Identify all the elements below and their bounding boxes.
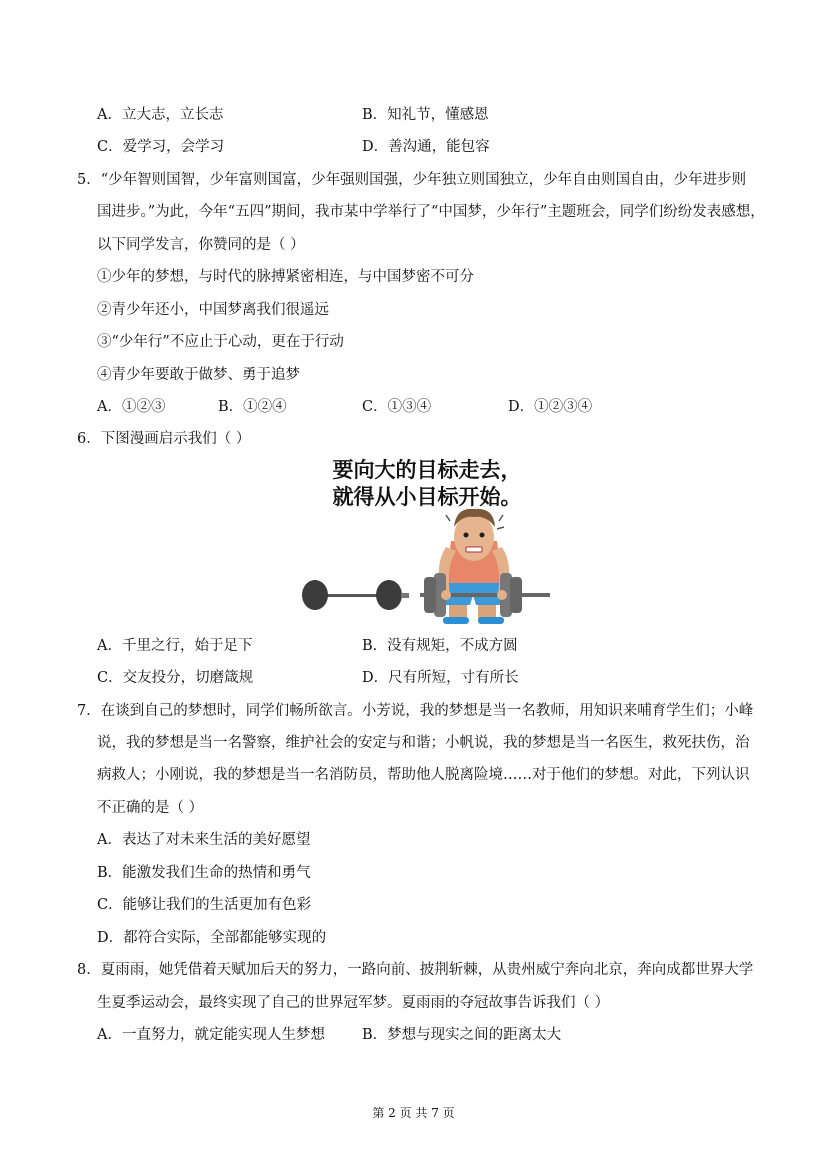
q5-option-c: C．①③④: [362, 399, 432, 415]
q7-stem-line-2: 说，我的梦想是当一名警察，维护社会的安定与和谐；小帆说，我的梦想是当一名医生，救死扶伤，治: [97, 735, 750, 751]
q6-option-d: D．尺有所短，寸有所长: [362, 670, 519, 686]
q6-stem: 6．下图漫画启示我们（ ）: [77, 431, 251, 447]
q8-option-a: A．一直努力，就定能实现人生梦想: [97, 1027, 325, 1043]
cartoon-illustration: [296, 455, 558, 627]
page-footer: 第 2 页 共 7 页: [372, 1106, 455, 1120]
q7-stem-line-4: 不正确的是（ ）: [97, 800, 204, 816]
q8-option-b: B．梦想与现实之间的距离太大: [362, 1027, 562, 1043]
cartoon-caption-line-1: 要向大的目标走去，: [332, 458, 522, 482]
small-barbell-icon: [302, 580, 409, 610]
q5-option-d: D．①②③④: [508, 399, 593, 415]
q5-stem-line-2: 国进步。”为此，今年“五四”期间，我市某中学举行了“中国梦，少年行”主题班会，同学们纷纷发表感想，: [97, 204, 765, 220]
q4-option-d: D．善沟通，能包容: [362, 139, 490, 155]
q7-stem-line-1: 7．在谈到自己的梦想时，同学们畅所欲言。小芳说，我的梦想是当一名教师，用知识来哺育学生们；小峰: [77, 703, 754, 719]
q4-option-c: C．爱学习，会学习: [97, 139, 225, 155]
q6-option-a: A．千里之行，始于足下: [97, 638, 253, 654]
q4-option-b: B．知礼节，懂感恩: [362, 107, 489, 123]
q5-item-3: ③“少年行”不应止于心动，更在于行动: [97, 334, 344, 350]
q8-stem-line-1: 8．夏雨雨，她凭借着天赋加后天的努力，一路向前、披荆斩棘，从贵州威宁奔向北京，奔向成都世界大学: [77, 962, 754, 978]
q5-item-2: ②青少年还小，中国梦离我们很遥远: [97, 302, 329, 318]
q6-option-c: C．交友投分，切磨箴规: [97, 670, 254, 686]
q4-option-a: A．立大志，立长志: [97, 107, 224, 123]
q7-stem-line-3: 病救人；小刚说，我的梦想是当一名消防员，帮助他人脱离险境……对于他们的梦想。对此，下列认识: [97, 767, 750, 783]
q5-option-a: A．①②③: [97, 399, 166, 415]
weightlifter-icon: [420, 509, 550, 624]
q7-option-b: B．能激发我们生命的热情和勇气: [97, 865, 311, 881]
q5-option-b: B．①②④: [218, 399, 287, 415]
cartoon-caption-line-2: 就得从小目标开始。: [332, 485, 522, 509]
q5-item-1: ①少年的梦想，与时代的脉搏紧密相连，与中国梦密不可分: [97, 269, 474, 285]
q6-option-b: B．没有规矩，不成方圆: [362, 638, 518, 654]
q5-stem-line-1: 5．“少年智则国智，少年富则国富，少年强则国强，少年独立则国独立，少年自由则国自由，少年进步则: [77, 172, 747, 188]
q8-stem-line-2: 生夏季运动会，最终实现了自己的世界冠军梦。夏雨雨的夺冠故事告诉我们（ ）: [97, 995, 610, 1011]
q7-option-c: C．能够让我们的生活更加有色彩: [97, 897, 312, 913]
q7-option-a: A．表达了对未来生活的美好愿望: [97, 832, 311, 848]
q7-option-d: D．都符合实际，全部都能够实现的: [97, 930, 327, 946]
q5-item-4: ④青少年要敢于做梦、勇于追梦: [97, 367, 300, 383]
q5-stem-line-3: 以下同学发言，你赞同的是（ ）: [97, 237, 305, 253]
